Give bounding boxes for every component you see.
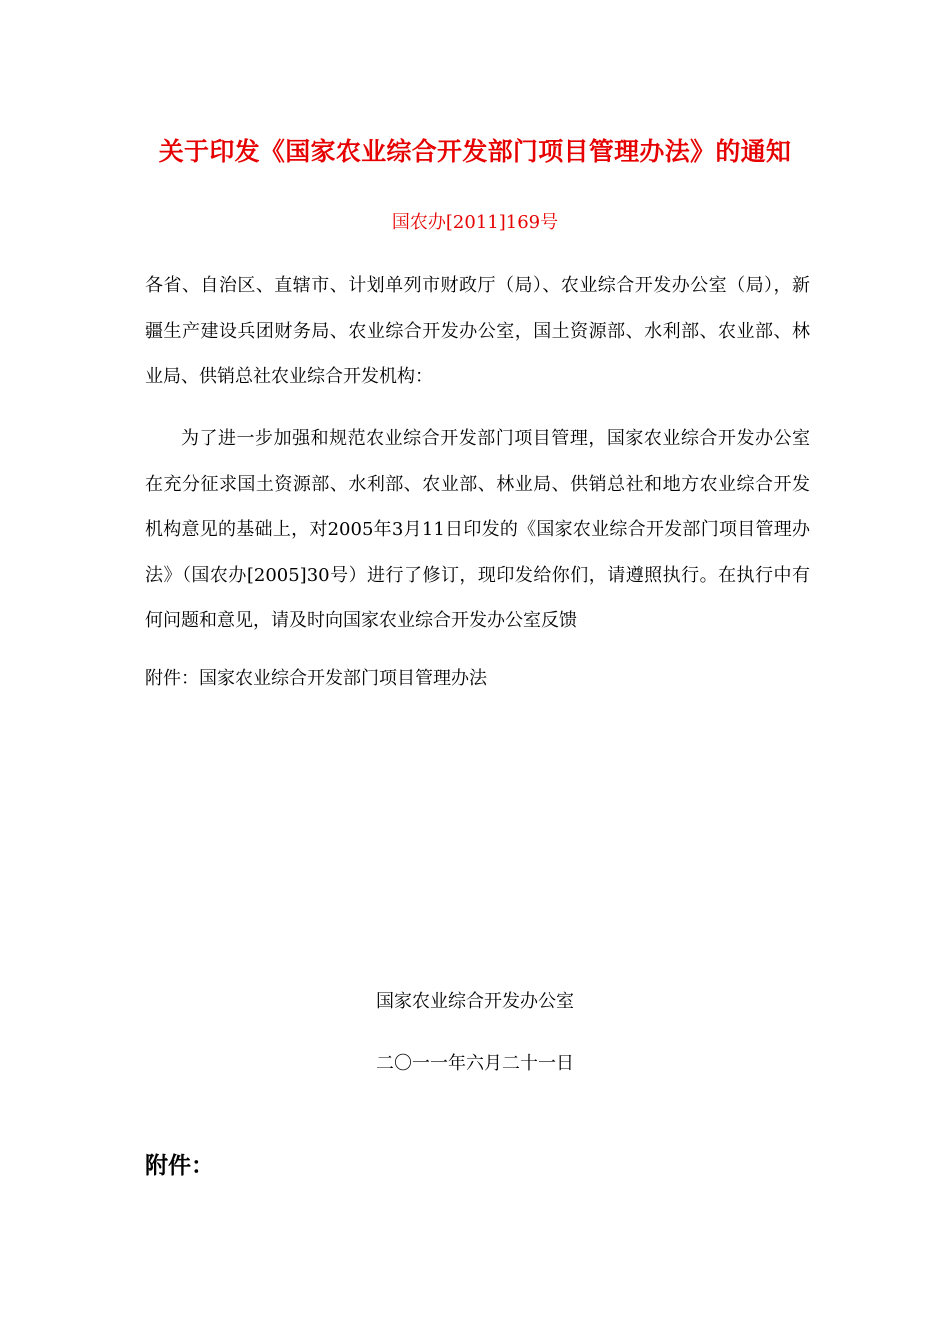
addressees-paragraph: 各省、自治区、直辖市、计划单列市财政厅（局）、农业综合开发办公室（局），新疆生产建设兵团财务局、农业综合开发办公室，国土资源部、水利部、农业部、林业局、供销总社农业综合开发机构： (145, 275, 810, 387)
issuer-signature: 国家农业综合开发办公室 (376, 991, 574, 1012)
issue-date: 二〇一一年六月二十一日 (376, 1053, 574, 1074)
document-title: 关于印发《国家农业综合开发部门项目管理办法》的通知 (158, 137, 792, 166)
document-number: 国农办[2011]169号 (391, 212, 559, 233)
attachment-line: 附件：国家农业综合开发部门项目管理办法 (145, 668, 487, 689)
body-paragraph: 为了进一步加强和规范农业综合开发部门项目管理，国家农业综合开发办公室在充分征求国土资源部、水利部、农业部、林业局、供销总社和地方农业综合开发机构意见的基础上，对2005年3月11日印发的《国家农业综合开发部门项目管理办法》（国农办[2005]30号）进行了修订，现印发给你们，请遵照执行。在执行中有何问题和意见，请及时向国家农业综合开发办公室反馈 (145, 428, 810, 631)
attachment-heading: 附件： (145, 1153, 214, 1179)
